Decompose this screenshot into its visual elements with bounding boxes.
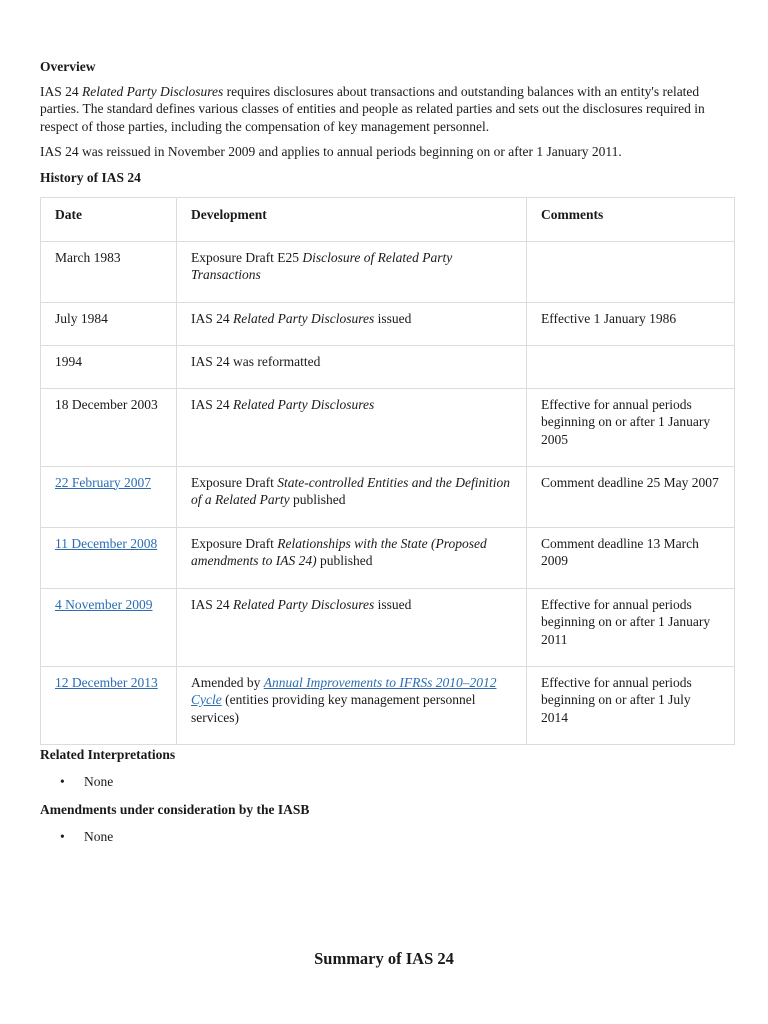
date-link-4-nov-2009[interactable]: 4 November 2009 xyxy=(55,596,153,612)
amendments-heading: Amendments under consideration by the IASB xyxy=(40,801,310,817)
date-cell: 18 December 2003 xyxy=(41,388,177,466)
overview-paragraph-1: IAS 24 Related Party Disclosures requires disclosures about transactions and outstanding balances with an entity's related parties. The standard defines various classes of entities and people as related parties and sets out the disclosures required in respect of those parties, including the compensation of key management personnel. xyxy=(40,83,705,134)
development-cell: Exposure Draft State-controlled Entities and the Definition of a Related Party published xyxy=(177,466,527,527)
development-cell: IAS 24 Related Party Disclosures xyxy=(177,388,527,466)
comment-cell: Comment deadline 25 May 2007 xyxy=(527,466,735,527)
table-row xyxy=(41,588,735,666)
date-cell: July 1984 xyxy=(41,302,177,345)
history-table xyxy=(40,197,735,745)
related-interpretations-heading: Related Interpretations xyxy=(40,746,176,762)
annual-improvements-link[interactable]: Annual Improvements to IFRSs 2010–2012 Cycle xyxy=(191,674,497,707)
date-link-22-feb-2007[interactable]: 22 February 2007 xyxy=(55,474,151,490)
related-interpretations-list xyxy=(40,773,734,791)
history-heading: History of IAS 24 xyxy=(40,169,141,185)
table-row xyxy=(41,527,735,588)
date-cell xyxy=(41,466,177,527)
amendments-list xyxy=(40,828,734,846)
comment-cell: Effective for annual periods beginning on or after 1 July 2014 xyxy=(527,666,735,744)
date-cell: 1994 xyxy=(41,345,177,388)
date-cell xyxy=(41,666,177,744)
table-row xyxy=(41,666,735,744)
comment-cell: Comment deadline 13 March 2009 xyxy=(527,527,735,588)
overview-paragraph-2: IAS 24 was reissued in November 2009 and applies to annual periods beginning on or after 1 January 2011. xyxy=(40,144,622,159)
table-header-row xyxy=(41,198,735,242)
list-item: • None xyxy=(40,773,734,791)
summary-title: Summary of IAS 24 xyxy=(314,949,454,968)
date-cell: March 1983 xyxy=(41,241,177,302)
overview-heading: Overview xyxy=(40,59,96,74)
table-row xyxy=(41,302,735,345)
comment-cell: Effective for annual periods beginning on or after 1 January 2011 xyxy=(527,588,735,666)
comment-cell xyxy=(527,241,735,302)
development-cell: Exposure Draft E25 Disclosure of Related Party Transactions xyxy=(177,241,527,302)
document-body xyxy=(40,58,734,856)
date-cell xyxy=(41,527,177,588)
table-row xyxy=(41,241,735,302)
development-cell: IAS 24 Related Party Disclosures issued xyxy=(177,588,527,666)
development-cell: Amended by Annual Improvements to IFRSs 2010–2012 Cycle (entities providing key management personnel services) xyxy=(177,666,527,744)
column-header-development: Development xyxy=(177,198,527,242)
table-row xyxy=(41,388,735,466)
development-cell: IAS 24 was reformatted xyxy=(177,345,527,388)
comment-cell: Effective 1 January 1986 xyxy=(527,302,735,345)
comment-cell xyxy=(527,345,735,388)
table-row xyxy=(41,466,735,527)
development-cell: IAS 24 Related Party Disclosures issued xyxy=(177,302,527,345)
list-item: • None xyxy=(40,828,734,846)
date-link-11-dec-2008[interactable]: 11 December 2008 xyxy=(55,535,158,551)
table-row xyxy=(41,345,735,388)
column-header-date: Date xyxy=(41,198,177,242)
date-link-12-dec-2013[interactable]: 12 December 2013 xyxy=(55,674,158,690)
development-cell: Exposure Draft Relationships with the State (Proposed amendments to IAS 24) published xyxy=(177,527,527,588)
comment-cell: Effective for annual periods beginning on or after 1 January 2005 xyxy=(527,388,735,466)
column-header-comments: Comments xyxy=(527,198,735,242)
date-cell xyxy=(41,588,177,666)
